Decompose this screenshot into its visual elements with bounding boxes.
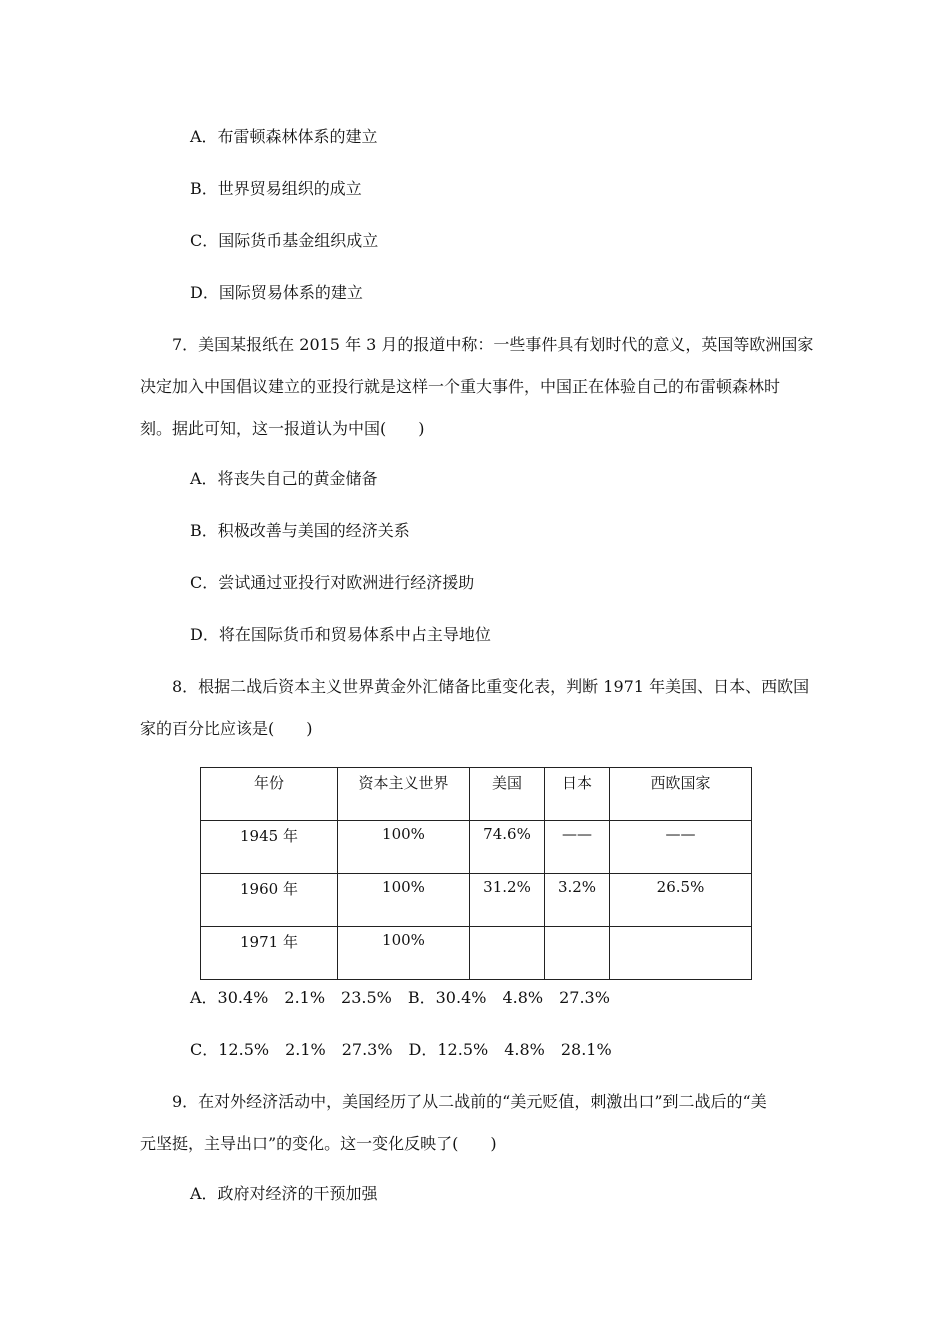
q7-stem-line-3: 刻。据此可知，这一报道认为中国( ) bbox=[140, 419, 425, 438]
q9-stem-line-2: 元坚挺，主导出口”的变化。这一变化反映了( ) bbox=[140, 1134, 497, 1153]
q7-stem-line-2: 决定加入中国倡议建立的亚投行就是这样一个重大事件，中国正在体验自己的布雷顿森林时 bbox=[140, 377, 781, 396]
table-header-cell: 日本 bbox=[545, 768, 610, 821]
q6-option-d: D．国际贸易体系的建立 bbox=[190, 283, 363, 302]
q7-option-b: B．积极改善与美国的经济关系 bbox=[190, 521, 410, 540]
q6-option-c: C．国际货币基金组织成立 bbox=[190, 231, 379, 250]
q6-option-a: A．布雷顿森林体系的建立 bbox=[190, 127, 378, 146]
table-header-cell: 年份 bbox=[201, 768, 338, 821]
table-row bbox=[201, 927, 752, 980]
q9-option-a: A．政府对经济的干预加强 bbox=[190, 1184, 378, 1203]
gold-reserve-table bbox=[200, 767, 752, 980]
q8-stem-line-1: 8．根据二战后资本主义世界黄金外汇储备比重变化表，判断 1971 年美国、日本、西欧国 bbox=[172, 677, 810, 696]
q6-option-b: B．世界贸易组织的成立 bbox=[190, 179, 362, 198]
table-cell: 100% bbox=[338, 927, 470, 980]
table-header-cell: 资本主义世界 bbox=[338, 768, 470, 821]
table-cell: 31.2% bbox=[470, 874, 545, 927]
q7-option-d: D．将在国际货币和贸易体系中占主导地位 bbox=[190, 625, 491, 644]
q7-option-c: C．尝试通过亚投行对欧洲进行经济援助 bbox=[190, 573, 475, 592]
q8-options-ab: A．30.4% 2.1% 23.5% B．30.4% 4.8% 27.3% bbox=[190, 988, 610, 1007]
table-cell bbox=[545, 927, 610, 980]
table-row bbox=[201, 874, 752, 927]
table-cell: 100% bbox=[338, 821, 470, 874]
table-header-cell: 西欧国家 bbox=[610, 768, 752, 821]
q7-stem-line-1: 7．美国某报纸在 2015 年 3 月的报道中称：一些事件具有划时代的意义，英国等欧洲国家 bbox=[172, 335, 814, 354]
table-cell: —— bbox=[610, 821, 752, 874]
table-cell: 26.5% bbox=[610, 874, 752, 927]
table-cell: 1945 年 bbox=[201, 821, 338, 874]
q7-option-a: A．将丧失自己的黄金储备 bbox=[190, 469, 378, 488]
q9-stem-line-1: 9．在对外经济活动中，美国经历了从二战前的“美元贬值，刺激出口”到二战后的“美 bbox=[172, 1092, 767, 1111]
table-cell: 3.2% bbox=[545, 874, 610, 927]
table-cell: 1960 年 bbox=[201, 874, 338, 927]
table-cell bbox=[610, 927, 752, 980]
table-cell: 1971 年 bbox=[201, 927, 338, 980]
table-cell bbox=[470, 927, 545, 980]
table-header-row bbox=[201, 768, 752, 821]
table-cell: 100% bbox=[338, 874, 470, 927]
table-header-cell: 美国 bbox=[470, 768, 545, 821]
table-cell: —— bbox=[545, 821, 610, 874]
table-cell: 74.6% bbox=[470, 821, 545, 874]
q8-options-cd: C．12.5% 2.1% 27.3% D．12.5% 4.8% 28.1% bbox=[190, 1040, 612, 1059]
q8-stem-line-2: 家的百分比应该是( ) bbox=[140, 719, 313, 738]
table-row bbox=[201, 821, 752, 874]
